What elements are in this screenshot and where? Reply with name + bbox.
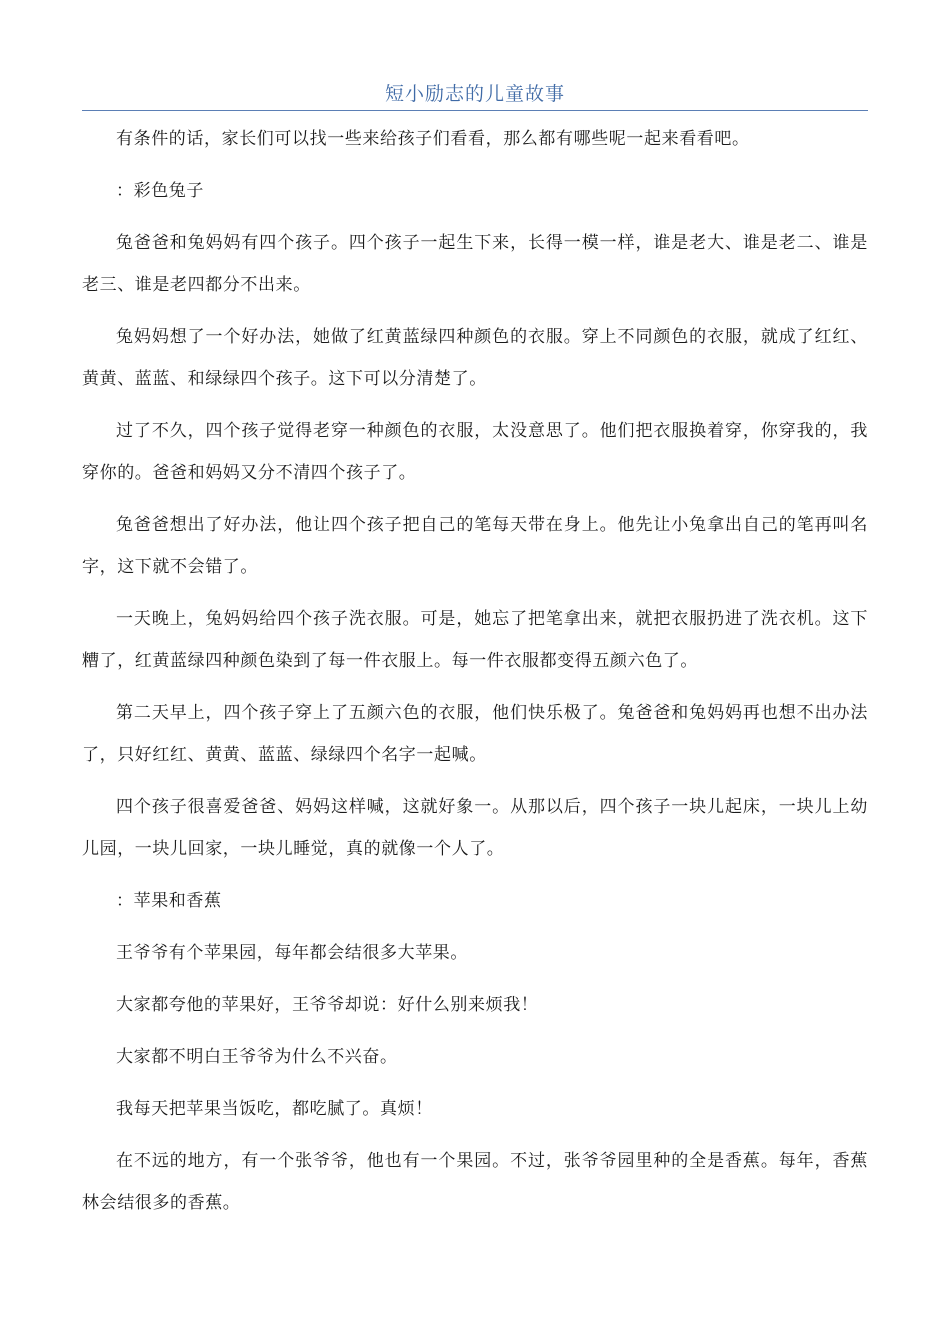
- paragraph: 过了不久，四个孩子觉得老穿一种颜色的衣服，太没意思了。他们把衣服换着穿，你穿我的，我穿你的。爸爸和妈妈又分不清四个孩子了。: [82, 421, 868, 483]
- paragraph: 大家都不明白王爷爷为什么不兴奋。: [116, 1047, 398, 1067]
- section-heading-colorful-rabbits: ：彩色兔子: [116, 181, 204, 201]
- paragraph: 兔爸爸想出了好办法，他让四个孩子把自己的笔每天带在身上。他先让小兔拿出自己的笔再叫名字，这下就不会错了。: [82, 515, 868, 577]
- paragraph: 在不远的地方，有一个张爷爷，他也有一个果园。不过，张爷爷园里种的全是香蕉。每年，香蕉林会结很多的香蕉。: [82, 1151, 868, 1213]
- page-header: [82, 78, 868, 111]
- paragraph: 大家都夸他的苹果好，王爷爷却说：好什么别来烦我！: [116, 995, 539, 1015]
- section-heading-apple-and-banana: ：苹果和香蕉: [116, 891, 222, 911]
- intro-paragraph: 有条件的话，家长们可以找一些来给孩子们看看，那么都有哪些呢一起来看看吧。: [116, 129, 750, 149]
- paragraph: 兔妈妈想了一个好办法，她做了红黄蓝绿四种颜色的衣服。穿上不同颜色的衣服，就成了红红、黄黄、蓝蓝、和绿绿四个孩子。这下可以分清楚了。: [82, 327, 868, 389]
- paragraph: 我每天把苹果当饭吃，都吃腻了。真烦！: [116, 1099, 433, 1119]
- paragraph: 兔爸爸和兔妈妈有四个孩子。四个孩子一起生下来，长得一模一样，谁是老大、谁是老二、谁是老三、谁是老四都分不出来。: [82, 233, 868, 295]
- page-title: 短小励志的儿童故事: [384, 83, 565, 105]
- paragraph: 第二天早上，四个孩子穿上了五颜六色的衣服，他们快乐极了。兔爸爸和兔妈妈再也想不出办法了，只好红红、黄黄、蓝蓝、绿绿四个名字一起喊。: [82, 703, 868, 765]
- paragraph: 一天晚上，兔妈妈给四个孩子洗衣服。可是，她忘了把笔拿出来，就把衣服扔进了洗衣机。这下糟了，红黄蓝绿四种颜色染到了每一件衣服上。每一件衣服都变得五颜六色了。: [82, 609, 868, 671]
- paragraph: 王爷爷有个苹果园，每年都会结很多大苹果。: [116, 943, 468, 963]
- document-body: [82, 118, 868, 1234]
- paragraph: 四个孩子很喜爱爸爸、妈妈这样喊，这就好象一。从那以后，四个孩子一块儿起床，一块儿上幼儿园，一块儿回家，一块儿睡觉，真的就像一个人了。: [82, 797, 868, 859]
